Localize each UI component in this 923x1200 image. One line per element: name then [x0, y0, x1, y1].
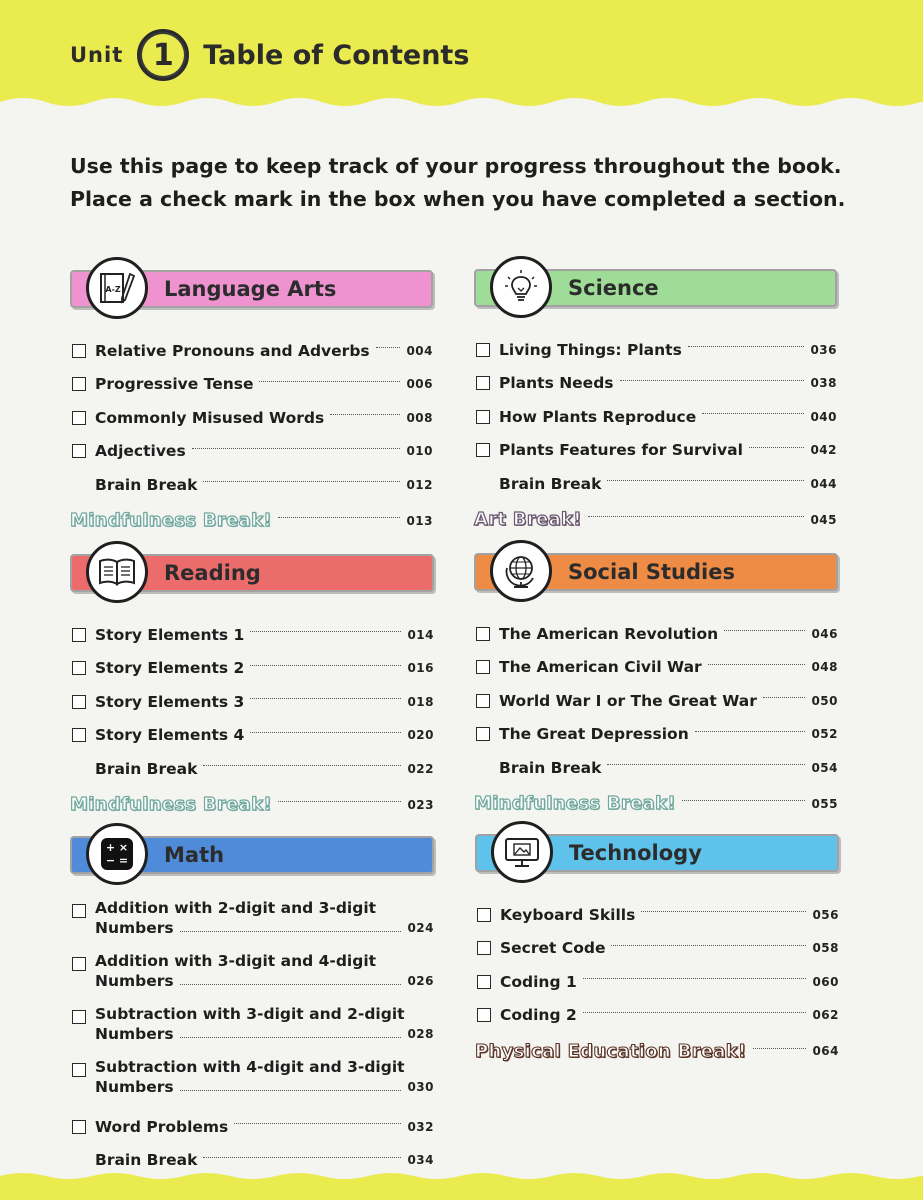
page-number: 038 — [810, 376, 837, 391]
checkbox[interactable] — [72, 1120, 86, 1134]
list-item[interactable] — [70, 719, 434, 753]
section-banner — [70, 270, 433, 310]
page-number: 036 — [810, 342, 837, 357]
page-number: 044 — [810, 476, 837, 491]
list-item[interactable] — [474, 333, 837, 367]
page-number: 052 — [811, 727, 838, 742]
list-item[interactable] — [70, 652, 434, 686]
checkbox[interactable] — [72, 411, 86, 425]
section-title: Language Arts — [164, 277, 337, 301]
section-title: Social Studies — [568, 560, 735, 584]
item-label: Coding 2 — [500, 1006, 577, 1025]
item-label: Brain Break — [95, 1151, 198, 1170]
item-label: Relative Pronouns and Adverbs — [95, 341, 370, 360]
page-number: 056 — [812, 907, 839, 922]
item-label-continued: Numbers — [95, 972, 174, 990]
dot-leader — [607, 480, 804, 481]
item-label: Story Elements 4 — [95, 726, 245, 745]
calculator-bottom-text: − = — [105, 854, 129, 867]
section-technology — [475, 834, 839, 1070]
page-number: 026 — [407, 974, 434, 988]
break-item — [474, 501, 837, 539]
dot-leader — [203, 765, 401, 766]
item-label: The Great Depression — [499, 725, 689, 744]
dot-leader — [688, 346, 805, 347]
unit-number-badge — [137, 29, 189, 81]
dot-leader — [259, 381, 400, 382]
item-label: Subtraction with 3-digit and 2-digit — [95, 1005, 405, 1023]
page-number: 030 — [407, 1080, 434, 1094]
section-banner — [475, 834, 839, 874]
checkbox[interactable] — [72, 628, 86, 642]
page-number: 064 — [812, 1044, 839, 1058]
dot-leader — [607, 764, 805, 765]
list-item[interactable] — [70, 368, 433, 402]
item-label: The American Revolution — [499, 624, 719, 643]
list-item — [474, 467, 837, 501]
item-label: Plants Features for Survival — [499, 441, 743, 460]
dot-leader — [203, 1157, 401, 1158]
break-item — [474, 785, 838, 823]
page-number: 023 — [407, 797, 434, 812]
item-label: Addition with 3-digit and 4-digit — [95, 952, 377, 970]
page-number: 050 — [811, 693, 838, 708]
list-item — [70, 752, 434, 786]
section-banner — [70, 554, 434, 594]
dot-leader — [180, 1037, 402, 1038]
dot-leader — [749, 447, 805, 448]
page-number: 006 — [406, 377, 433, 392]
list-item — [70, 468, 433, 502]
checkbox[interactable] — [477, 975, 491, 989]
section-banner — [474, 269, 837, 309]
calculator-icon — [86, 823, 148, 885]
item-label: World War I or The Great War — [499, 691, 757, 710]
dot-leader — [192, 448, 401, 449]
dot-leader — [641, 911, 806, 912]
page-number: 008 — [406, 410, 433, 425]
checkbox[interactable] — [72, 728, 86, 742]
item-list — [70, 334, 433, 540]
item-label-continued: Numbers — [95, 1025, 174, 1043]
page-number: 014 — [407, 627, 434, 642]
item-label: Story Elements 1 — [95, 625, 245, 644]
intro-line-1: Use this page to keep track of your progress throughout the book. — [70, 154, 842, 178]
list-item[interactable] — [70, 1110, 434, 1144]
list-item[interactable] — [474, 400, 837, 434]
dot-leader — [753, 1048, 807, 1049]
checkbox[interactable] — [72, 1010, 86, 1024]
list-item[interactable] — [474, 367, 837, 401]
page-number: 062 — [812, 1008, 839, 1023]
item-label: Living Things: Plants — [499, 340, 682, 359]
list-item — [474, 751, 838, 785]
page-number: 040 — [810, 409, 837, 424]
dot-leader — [724, 630, 805, 631]
checkbox[interactable] — [477, 1008, 491, 1022]
section-title: Technology — [569, 841, 702, 865]
checkbox[interactable] — [477, 908, 491, 922]
checkbox[interactable] — [72, 377, 86, 391]
item-label: Adjectives — [95, 442, 186, 461]
dot-leader — [611, 945, 806, 946]
dot-leader — [278, 517, 401, 518]
list-item[interactable] — [475, 999, 839, 1033]
list-item[interactable] — [475, 898, 839, 932]
break-item — [475, 1032, 839, 1070]
intro-text — [70, 150, 870, 216]
list-item[interactable] — [474, 718, 838, 752]
dot-leader — [620, 380, 805, 381]
item-label: How Plants Reproduce — [499, 407, 697, 426]
item-label: Plants Needs — [499, 374, 614, 393]
list-item[interactable] — [70, 1057, 434, 1110]
dot-leader — [203, 481, 400, 482]
break-label: Mindfulness Break! — [474, 793, 676, 814]
item-list — [475, 898, 839, 1070]
item-label: Brain Break — [499, 758, 602, 777]
checkbox[interactable] — [476, 410, 490, 424]
section-reading — [70, 554, 434, 824]
list-item[interactable] — [70, 898, 434, 951]
list-item[interactable] — [70, 401, 433, 435]
item-label: Story Elements 2 — [95, 659, 245, 678]
break-label: Mindfulness Break! — [70, 794, 272, 815]
book-pencil-icon — [86, 257, 148, 319]
monitor-icon — [491, 821, 553, 883]
intro-line-2: Place a check mark in the box when you have completed a section. — [70, 187, 846, 211]
page-number: 042 — [810, 443, 837, 458]
checkbox[interactable] — [72, 661, 86, 675]
checkbox[interactable] — [72, 1063, 86, 1077]
page-number: 016 — [407, 661, 434, 676]
break-item — [70, 502, 433, 540]
item-label-continued: Numbers — [95, 1078, 174, 1096]
page-title: Table of Contents — [203, 39, 470, 71]
dot-leader — [376, 347, 401, 348]
page-number: 032 — [407, 1119, 434, 1134]
section-language-arts — [70, 270, 433, 540]
checkbox[interactable] — [476, 694, 490, 708]
page-number: 046 — [811, 626, 838, 641]
dot-leader — [588, 516, 805, 517]
dot-leader — [763, 697, 806, 698]
section-banner — [70, 836, 434, 876]
dot-leader — [180, 984, 402, 985]
checkbox[interactable] — [476, 376, 490, 390]
page-number: 055 — [811, 796, 838, 811]
page-number: 054 — [811, 760, 838, 775]
list-item[interactable] — [474, 617, 838, 651]
list-item[interactable] — [70, 435, 433, 469]
item-label: The American Civil War — [499, 658, 702, 677]
page-number: 004 — [406, 343, 433, 358]
checkbox[interactable] — [72, 344, 86, 358]
dot-leader — [180, 931, 402, 932]
page-number: 028 — [407, 1027, 434, 1041]
book-icon-text: A-Z — [105, 285, 121, 294]
calculator-top-text: + × — [105, 841, 129, 854]
item-list — [474, 333, 837, 539]
globe-icon — [490, 540, 552, 602]
page-number: 013 — [406, 513, 433, 528]
page-number: 058 — [812, 941, 839, 956]
dot-leader — [250, 698, 401, 699]
list-item[interactable] — [70, 334, 433, 368]
wave-edge — [0, 94, 923, 118]
checkbox[interactable] — [476, 660, 490, 674]
page-number: 018 — [407, 694, 434, 709]
dot-leader — [682, 800, 806, 801]
page-number: 012 — [406, 477, 433, 492]
page-number: 060 — [812, 974, 839, 989]
item-label: Word Problems — [95, 1117, 229, 1136]
open-book-icon — [86, 541, 148, 603]
list-item[interactable] — [474, 651, 838, 685]
page-header — [70, 28, 469, 82]
list-item[interactable] — [475, 932, 839, 966]
checkbox[interactable] — [72, 444, 86, 458]
list-item[interactable] — [70, 618, 434, 652]
dot-leader — [234, 1123, 401, 1124]
list-item[interactable] — [475, 965, 839, 999]
list-item[interactable] — [70, 685, 434, 719]
dot-leader — [583, 978, 807, 979]
page-number: 024 — [407, 921, 434, 935]
item-label-continued: Numbers — [95, 919, 174, 937]
checkbox[interactable] — [72, 957, 86, 971]
list-item[interactable] — [474, 684, 838, 718]
page-number: 020 — [407, 728, 434, 743]
page-number: 034 — [407, 1153, 434, 1168]
break-label: Mindfulness Break! — [70, 510, 272, 531]
checkbox[interactable] — [476, 443, 490, 457]
dot-leader — [708, 664, 806, 665]
item-label: Story Elements 3 — [95, 692, 245, 711]
break-item — [70, 786, 434, 824]
item-label: Subtraction with 4-digit and 3-digit — [95, 1058, 405, 1076]
page-number: 010 — [406, 444, 433, 459]
item-list — [474, 617, 838, 823]
checkbox[interactable] — [476, 627, 490, 641]
item-label: Brain Break — [95, 759, 198, 778]
section-banner — [474, 553, 838, 593]
item-label: Secret Code — [500, 939, 606, 958]
dot-leader — [278, 801, 402, 802]
item-label: Coding 1 — [500, 972, 577, 991]
item-label: Addition with 2-digit and 3-digit — [95, 899, 377, 917]
item-list — [70, 618, 434, 824]
dot-leader — [180, 1090, 402, 1091]
dot-leader — [702, 413, 804, 414]
page-number: 048 — [811, 660, 838, 675]
checkbox[interactable] — [476, 343, 490, 357]
checkbox[interactable] — [72, 904, 86, 918]
dot-leader — [330, 414, 400, 415]
dot-leader — [583, 1012, 807, 1013]
unit-label: Unit — [70, 43, 124, 67]
dot-leader — [695, 731, 806, 732]
page-number: 022 — [407, 761, 434, 776]
unit-number: 1 — [142, 34, 184, 76]
list-item[interactable] — [474, 434, 837, 468]
item-label: Brain Break — [95, 475, 198, 494]
item-label: Keyboard Skills — [500, 905, 636, 924]
item-label: Progressive Tense — [95, 375, 254, 394]
section-social-studies — [474, 553, 838, 823]
bottom-band — [0, 1180, 923, 1200]
section-math — [70, 836, 434, 1177]
item-label: Commonly Misused Words — [95, 408, 325, 427]
break-label: Art Break! — [474, 509, 582, 530]
section-title: Reading — [164, 561, 261, 585]
dot-leader — [250, 732, 401, 733]
list-item[interactable] — [70, 951, 434, 1004]
checkbox[interactable] — [477, 941, 491, 955]
checkbox[interactable] — [72, 695, 86, 709]
item-list — [70, 898, 434, 1177]
dot-leader — [250, 665, 401, 666]
section-science — [474, 269, 837, 539]
section-title: Math — [164, 843, 225, 867]
section-title: Science — [568, 276, 659, 300]
checkbox[interactable] — [476, 727, 490, 741]
break-label: Physical Education Break! — [475, 1040, 747, 1062]
list-item[interactable] — [70, 1004, 434, 1057]
dot-leader — [250, 631, 401, 632]
page-number: 045 — [810, 512, 837, 527]
lightbulb-icon — [490, 256, 552, 318]
item-label: Brain Break — [499, 474, 602, 493]
